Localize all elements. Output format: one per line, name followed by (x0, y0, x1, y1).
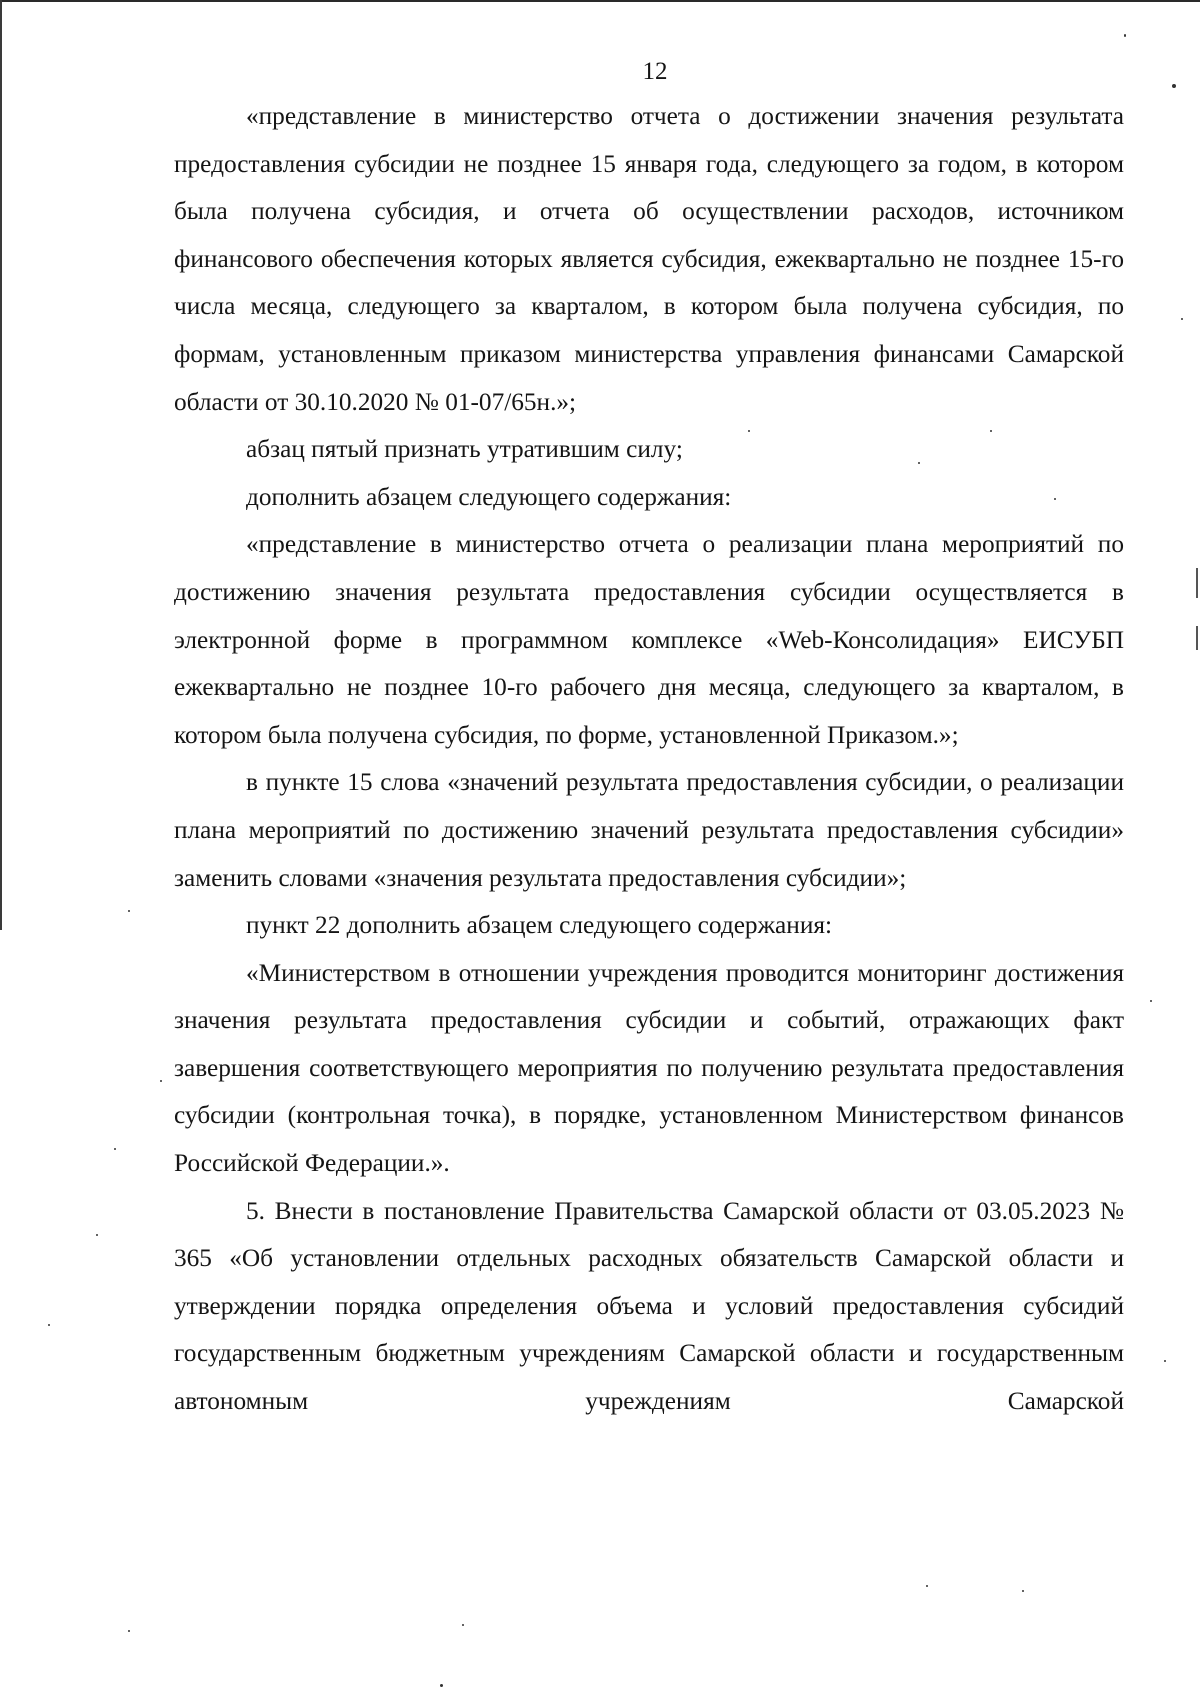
scan-edge-left (0, 0, 2, 930)
scan-edge-top (0, 0, 1200, 2)
scan-mark (1196, 626, 1198, 650)
scan-speck (160, 1080, 162, 1082)
scan-speck (1181, 318, 1183, 320)
scan-speck (48, 1324, 50, 1326)
paragraph-plan-report: «представление в министерство отчета о реализации плана мероприятий по достижению значения результата предоставления субсидии осуществляется в электронной форме в программном комплексе «Web-Консолидация» ЕИСУБП ежеквартально не позднее 10-го рабочего дня месяца, следующего за кварталом, в котором была получена субсидия, по форме, установленной Приказом.»; (174, 530, 1124, 749)
scan-speck (1150, 1000, 1152, 1002)
scan-speck (114, 1148, 116, 1150)
document-body (174, 93, 1124, 1426)
scan-speck (918, 462, 920, 464)
scan-speck (990, 430, 992, 432)
scan-speck (440, 1684, 443, 1687)
scan-speck (96, 1234, 98, 1236)
scan-speck (1054, 498, 1056, 500)
scan-speck (1172, 84, 1176, 88)
scan-speck (128, 1630, 130, 1632)
paragraph-point-22: пункт 22 дополнить абзацем следующего содержания: (246, 911, 833, 940)
scan-speck (1124, 34, 1126, 37)
paragraph-point-15: в пункте 15 слова «значений результата предоставления субсидии, о реализации плана мероприятий по достижению значений результата предоставления субсидии» заменить словами «значения результата предоставления субсидии»; (174, 768, 1124, 892)
scan-speck (748, 430, 750, 432)
scan-speck (1164, 1360, 1166, 1362)
paragraph-report-submission: «представление в министерство отчета о достижении значения результата предоставления субсидии не позднее 15 января года, следующего за годом, в котором была получена субсидия, и отчета об осуществлении расходов, источником финансового обеспечения которых является субсидия, ежеквартально не позднее 15-го числа месяца, следующего за кварталом, в котором была получена субсидия, по формам, установленным приказом министерства управления финансами Самарской области от 30.10.2020 № 01-07/65н.»; (174, 102, 1124, 416)
paragraph-item-5: 5. Внести в постановление Правительства Самарской области от 03.05.2023 № 365 «Об установлении отдельных расходных обязательств Самарской области и утверждении порядка определения объема и условий предоставления субсидий государственным бюджетным учреждениям Самарской области и государственным автономным учреждениям Самарской (174, 1196, 1124, 1416)
scan-speck (462, 1624, 464, 1626)
scan-mark (1196, 568, 1198, 598)
paragraph-monitoring: «Министерством в отношении учреждения проводится мониторинг достижения значения результата предоставления субсидии и событий, отражающих факт завершения соответствующего мероприятия по получению результата предоставления субсидии (контрольная точка), в порядке, установленном Министерством финансов Российской Федерации.». (174, 958, 1124, 1178)
paragraph-fifth-invalid: абзац пятый признать утратившим силу; (246, 435, 683, 464)
scan-speck (128, 910, 130, 912)
paragraph-add-clause: дополнить абзацем следующего содержания: (246, 482, 732, 511)
scan-speck (926, 1585, 928, 1587)
page-number: 12 (642, 58, 668, 85)
scan-speck (1022, 1590, 1024, 1592)
